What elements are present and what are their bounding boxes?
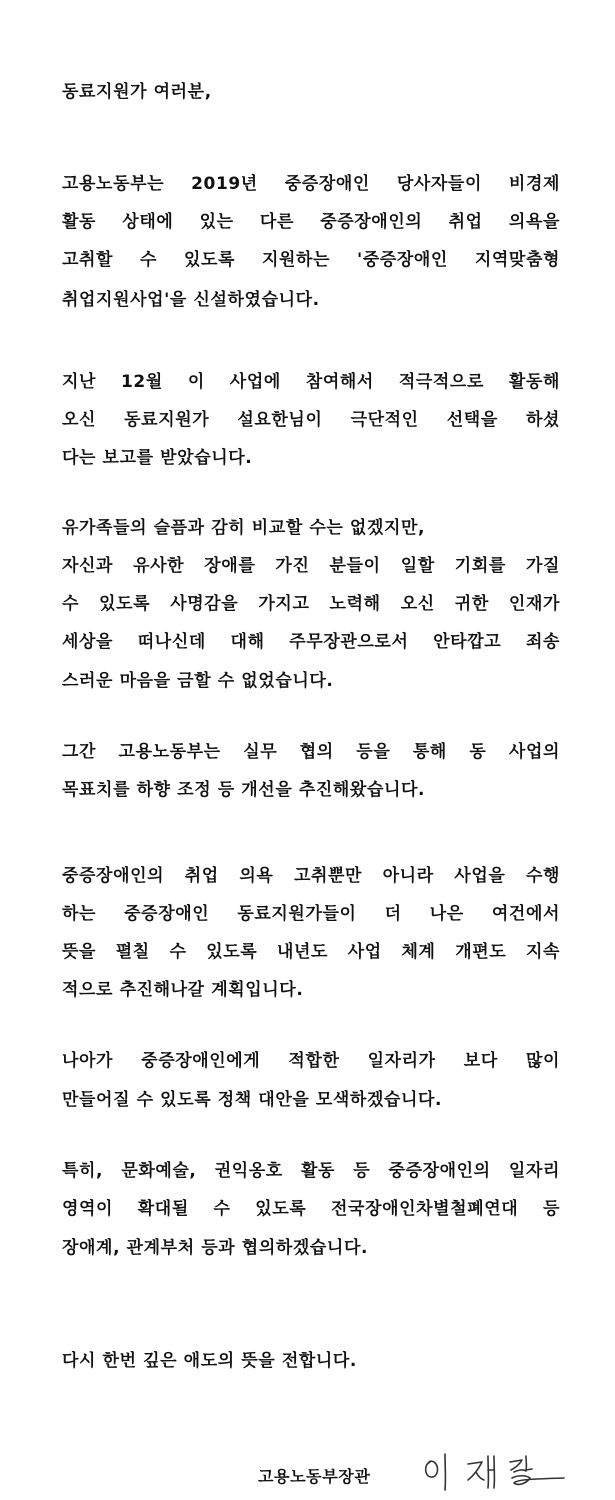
paragraph-2-line-3: 다는 보고를 받았습니다.: [62, 448, 253, 468]
paragraph-5-line-2: 하는 중증장애인 동료지원가들이 더 나은 여건에서: [62, 904, 560, 924]
signature-title: 고용노동부장관: [258, 1467, 371, 1486]
paragraph-1-line-3: 고취할 수 있도록 지원하는 '중증장애인 지역맞춤형: [62, 250, 560, 270]
handwritten-signature: [418, 1448, 568, 1494]
paragraph-3-line-2: 자신과 유사한 장애를 가진 분들이 일할 기회를 가질: [62, 556, 560, 576]
paragraph-7-line-1: 특히, 문화예술, 권익옹호 활동 등 중증장애인의 일자리: [62, 1161, 560, 1181]
paragraph-3-line-1: 유가족들의 슬픔과 감히 비교할 수는 없겠지만,: [62, 518, 426, 538]
paragraph-1-line-1: 고용노동부는 2019년 중증장애인 당사자들이 비경제: [62, 174, 560, 194]
paragraph-6-line-1: 나아가 중증장애인에게 적합한 일자리가 보다 많이: [62, 1051, 560, 1071]
paragraph-7-line-3: 장애계, 관계부처 등과 협의하겠습니다.: [62, 1238, 369, 1258]
signature-block: [258, 1456, 578, 1496]
paragraph-3-line-4: 세상을 떠나신데 대해 주무장관으로서 안타깝고 죄송: [62, 632, 560, 652]
paragraph-5-line-1: 중증장애인의 취업 의욕 고취뿐만 아니라 사업을 수행: [62, 866, 561, 886]
paragraph-4-line-1: 그간 고용노동부는 실무 협의 등을 통해 동 사업의: [62, 742, 560, 762]
paragraph-6-line-2: 만들어질 수 있도록 정책 대안을 모색하겠습니다.: [62, 1090, 443, 1110]
paragraph-2-line-2: 오신 동료지원가 설요한님이 극단적인 선택을 하셨: [62, 410, 560, 430]
closing-line: 다시 한번 깊은 애도의 뜻을 전합니다.: [62, 1351, 357, 1371]
paragraph-4-line-2: 목표치를 하향 조정 등 개선을 추진해왔습니다.: [62, 780, 426, 800]
paragraph-3-line-3: 수 있도록 사명감을 가지고 노력해 오신 귀한 인재가: [62, 594, 560, 614]
paragraph-1-line-4: 취업지원사업'을 신설하였습니다.: [62, 290, 320, 310]
salutation: 동료지원가 여러분,: [62, 82, 212, 102]
paragraph-5-line-4: 적으로 추진해나갈 계획입니다.: [62, 980, 304, 1000]
paragraph-3-line-5: 스러운 마음을 금할 수 없었습니다.: [62, 671, 334, 691]
paragraph-1-line-2: 활동 상태에 있는 다른 중증장애인의 취업 의욕을: [62, 212, 560, 232]
paragraph-5-line-3: 뜻을 펼칠 수 있도록 내년도 사업 체계 개편도 지속: [62, 942, 560, 962]
paragraph-7-line-2: 영역이 확대될 수 있도록 전국장애인차별철폐연대 등: [62, 1199, 560, 1219]
paragraph-2-line-1: 지난 12월 이 사업에 참여해서 적극적으로 활동해: [62, 372, 560, 392]
